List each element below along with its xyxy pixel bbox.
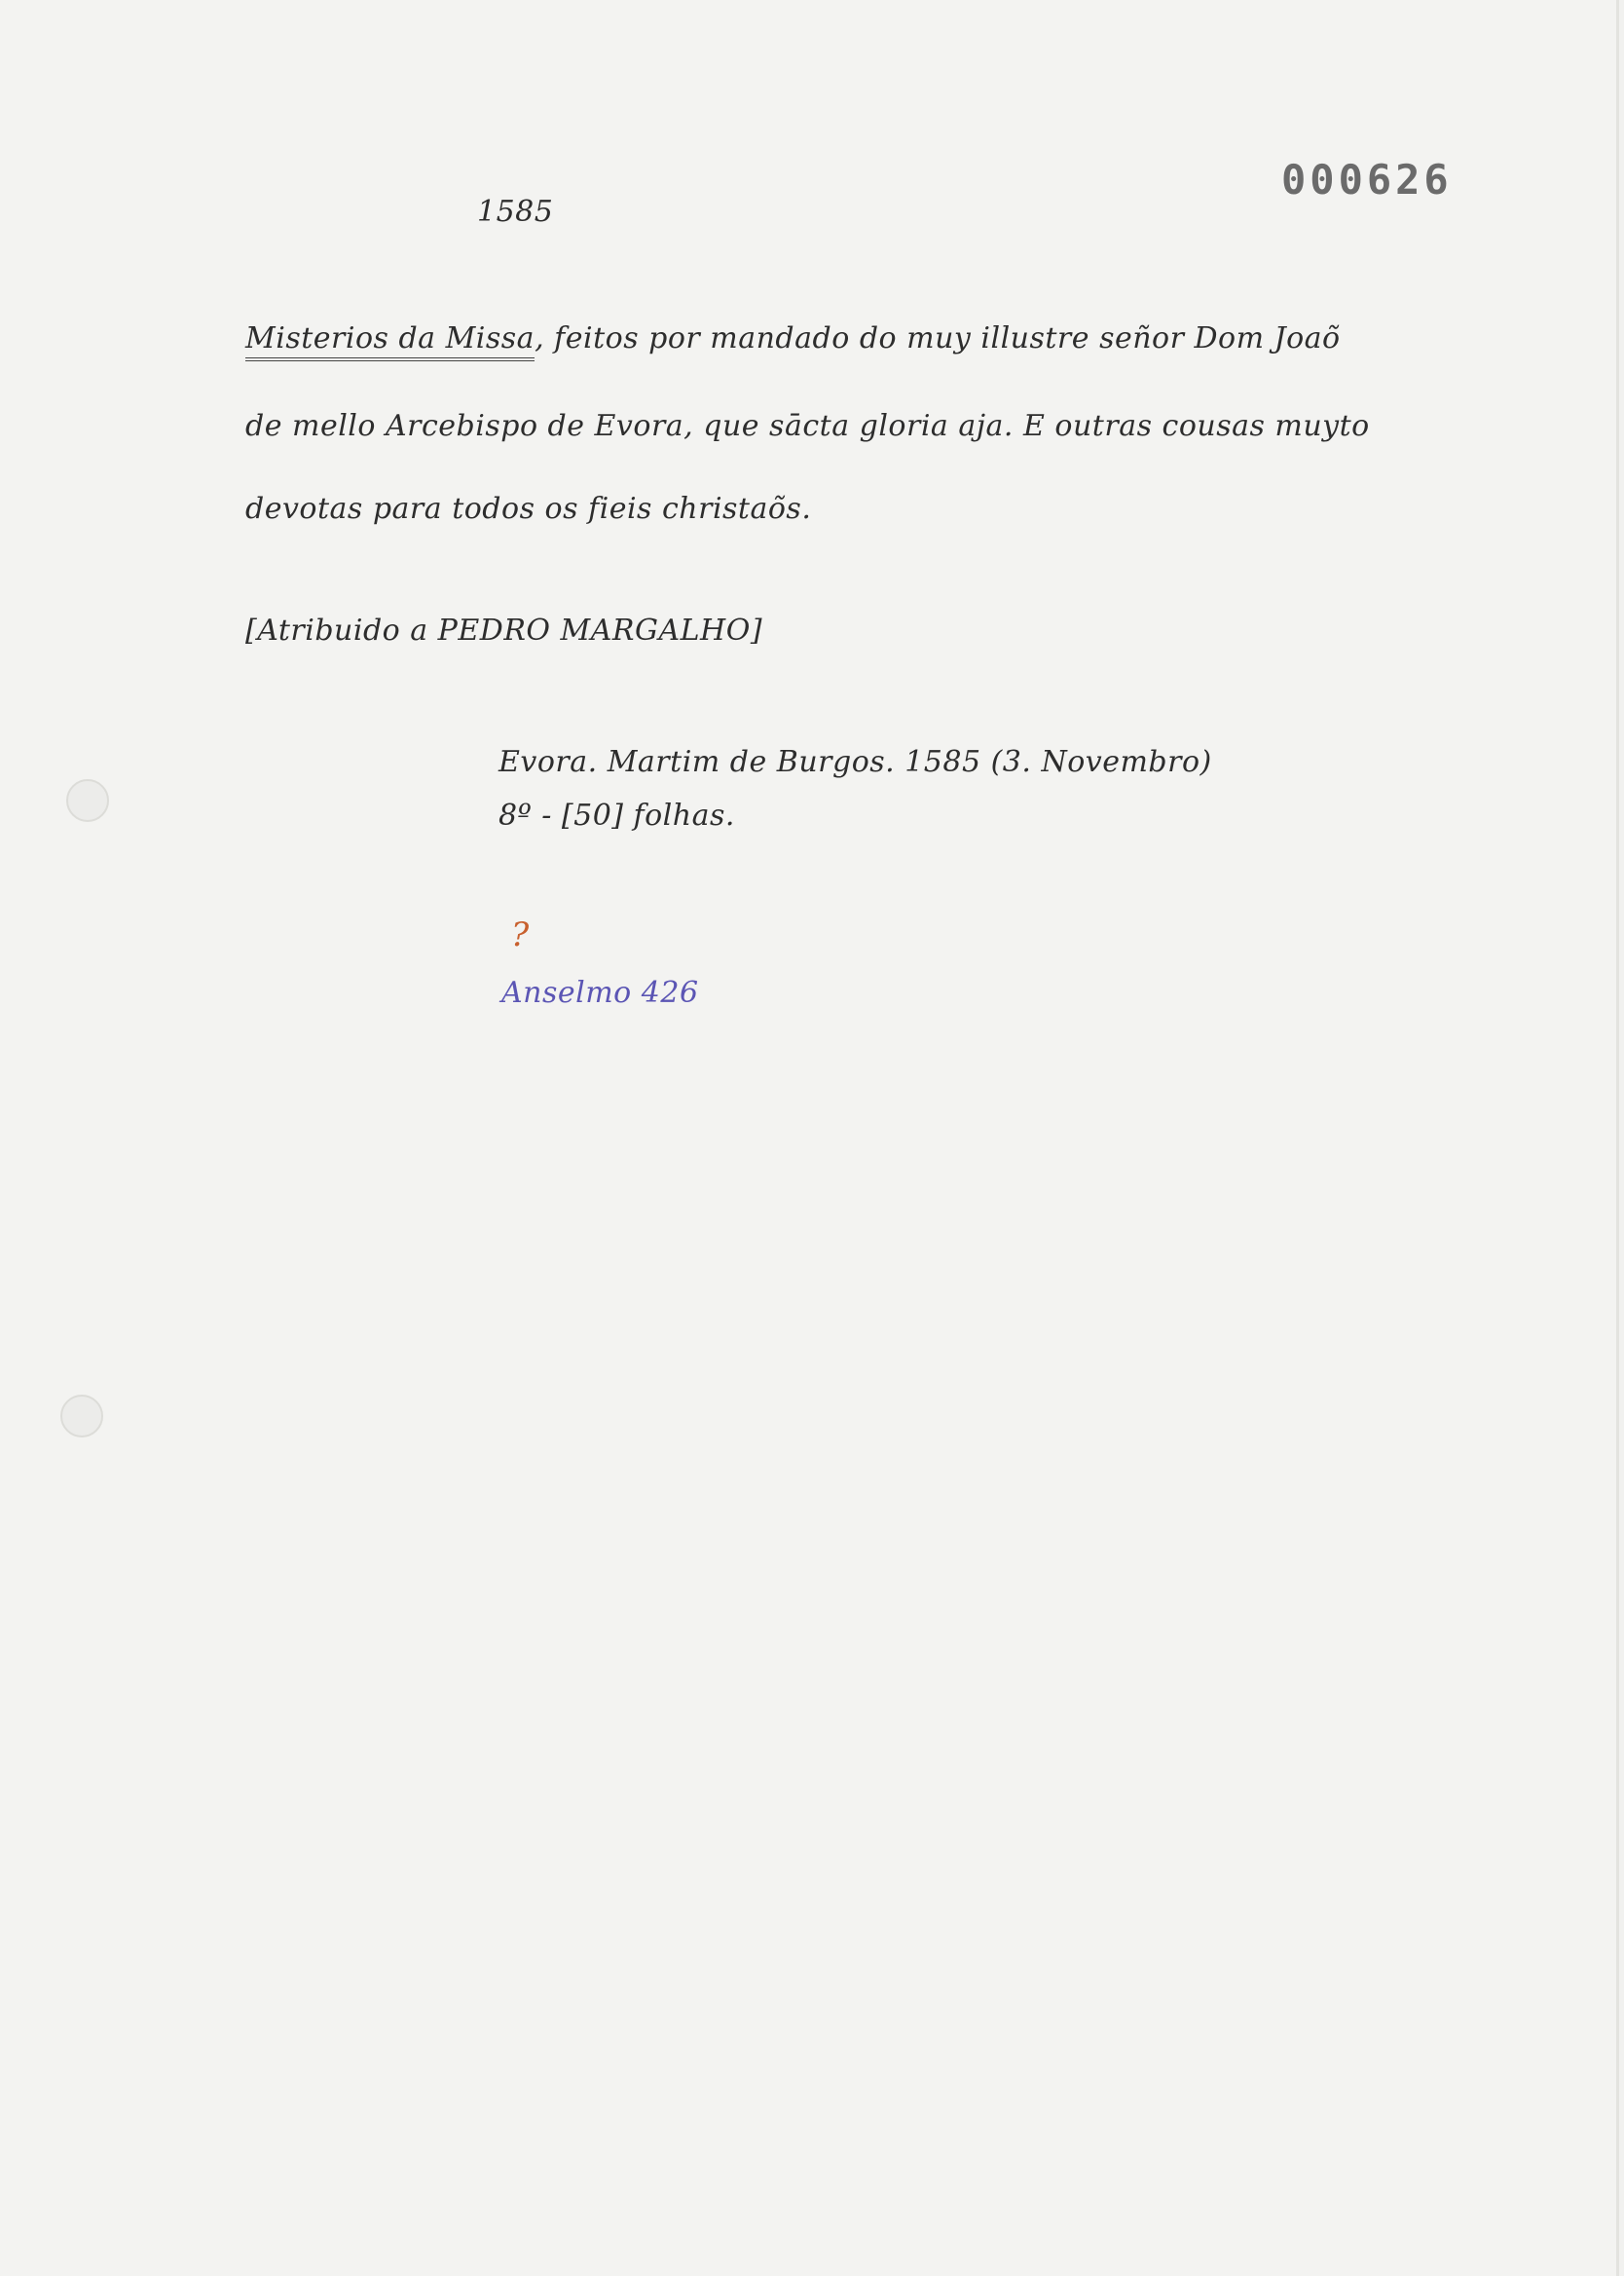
title-line-3: devotas para todos os fieis christaõs.	[245, 492, 812, 526]
title-line-1-rest: , feitos por mandado do muy illustre señor Dom Joaõ	[535, 321, 1341, 355]
attribution: [Atribuido a PEDRO MARGALHO]	[245, 614, 763, 648]
imprint: Evora. Martim de Burgos. 1585 (3. Novembro)	[498, 745, 1212, 779]
stamp-number: 000626	[1281, 156, 1453, 204]
title-line-2: de mello Arcebispo de Evora, que sācta gloria aja. E outras cousas muyto	[245, 409, 1370, 443]
punch-hole-bottom	[60, 1395, 103, 1437]
title-line-1	[245, 321, 1341, 355]
punch-hole-top	[66, 779, 109, 822]
reference: Anselmo 426	[501, 976, 699, 1010]
question-mark: ?	[511, 915, 530, 954]
year: 1585	[477, 195, 554, 229]
title-underlined: Misterios da Missa	[245, 321, 535, 355]
format: 8º - [50] folhas.	[498, 799, 735, 833]
